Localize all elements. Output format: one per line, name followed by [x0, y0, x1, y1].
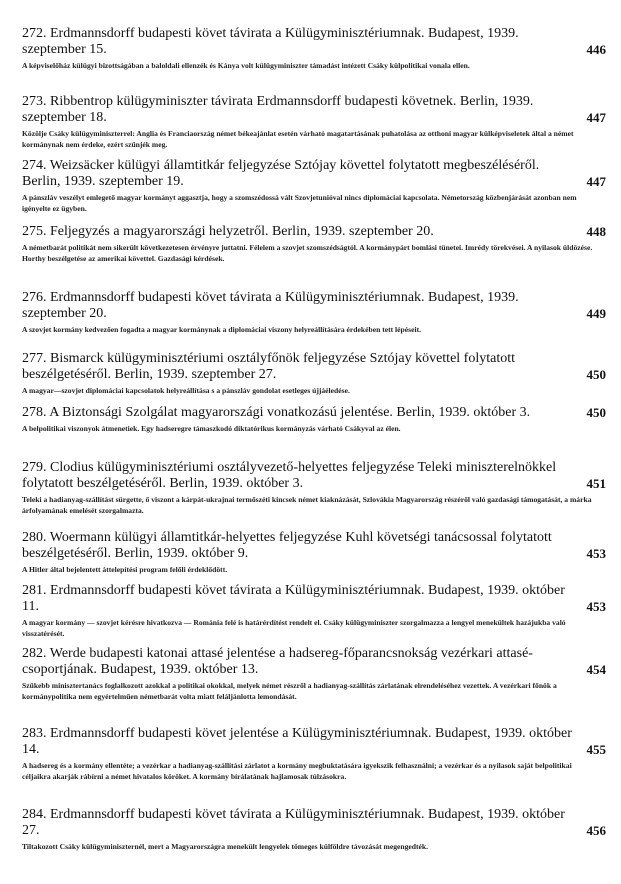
entry-title: 282. Werde budapesti katonai attasé jelentése a hadsereg-főparancsnokság vezérkari attasé-csoportjának. Budapest, 1939. október 13. [22, 646, 533, 677]
entry-title: 276. Erdmannsdorff budapesti követ távirata a Külügyminisztériumnak. Budapest, 1939. szeptember 20. [22, 290, 519, 321]
toc-entry-280 [22, 530, 606, 575]
entry-title: 279. Clodius külügyminisztériumi osztályvezető-helyettes feljegyzése Teleki miniszterelnökkel folytatott beszélgetéséről. Berlin, 1939. október 3. [22, 460, 557, 491]
page-number: 446 [586, 42, 606, 57]
entry-title: 280. Woermann külügyi államtitkár-helyettes feljegyzése Kuhl követségi tanácsossal folytatott beszélgetéséről. Berlin, 1939. október 9. [22, 530, 552, 561]
page-number: 447 [586, 174, 606, 189]
page-number: 454 [586, 662, 606, 677]
page-number: 450 [586, 405, 606, 420]
page-number: 451 [586, 476, 606, 491]
entry-summary: Teleki a hadianyag-szállítást sürgette, ő viszont a kárpát-ukrajnai termőszéti kincsek német kiaknázását, Szlovákia Magyarország részéről való gazdasági támogatását, a márka árfolyamának emelését szorgalmazta. [22, 495, 592, 515]
toc-entry-277 [22, 351, 606, 396]
page-number: 450 [586, 367, 606, 382]
entry-summary: A németbarát politikát nem sikerült következetesen érvényre juttatni. Félelem a szovjet szomszédságtól. A kormánypárt bomlási tünetei. Imrédy törekvései. A nyilasok üldözése. Horthy beszélgetése az amerikai követtel. Gazdasági kérdések. [22, 243, 593, 263]
entry-summary: Szűkebb minisztertanács foglalkozott azokkal a politikai okokkal, melyek német részről a hadianyag-szállítás zárlatának elrendeléséhez vezettek. A vezérkari főnök a kormánypolitika nem egyértelműen németbarát volta miatt feláljánlotta lemondását. [22, 681, 557, 701]
entry-summary: Közölje Csáky külügyminiszterrel: Anglia és Franciaország német békeajánlat esetén várható magatartásának puhatolása az otthoni magyar külképviseletek által a német kormánynak nem érdeke, ezért szűnjék meg. [22, 129, 574, 149]
entry-summary: A pánszláv veszélyt emlegető magyar kormányt aggasztja, hogy a szomszédossá vált Szovjetunióval nincs diplomáciai kapcsolata. Németország közbenjárását azonban nem igényelte ez ügyben. [22, 193, 577, 213]
entry-title: 278. A Biztonsági Szolgálat magyarországi vonatkozású jelentése. Berlin, 1939. október 3. [22, 405, 531, 420]
entry-title: 273. Ribbentrop külügyminiszter távirata Erdmannsdorff budapesti követnek. Berlin, 1939. szeptember 18. [22, 94, 534, 125]
page-number: 447 [586, 110, 606, 125]
page-number: 453 [586, 599, 606, 614]
entry-title: 281. Erdmannsdorff budapesti követ távirata a Külügyminisztériumnak. Budapest, 1939. október 11. [22, 583, 565, 614]
entry-summary: Tiltakozott Csáky külügyminiszternél, mert a Magyarországra menekült lengyelek tömeges külföldre távozását megengedték. [22, 842, 429, 851]
entry-title: 275. Feljegyzés a magyarországi helyzetről. Berlin, 1939. szeptember 20. [22, 224, 434, 239]
entry-title: 277. Bismarck külügyminisztériumi osztályfőnök feljegyzése Sztójay követtel folytatott beszélgetéséről. Berlin, 1939. szeptember 27. [22, 351, 516, 382]
toc-entry-283 [22, 726, 606, 782]
toc-entry-272 [22, 26, 606, 71]
entry-summary: A magyar kormány — szovjet kérésre hivatkozva — Románia felé is határérdítést rendelt el. Csáky külügyminiszter szorgalmazza a lengyel menekültek hazájukba való visszatérését. [22, 618, 566, 638]
entry-title: 284. Erdmannsdorff budapesti követ távirata a Külügyminisztériumnak. Budapest, 1939. október 27. [22, 807, 565, 838]
entry-summary: A Hitler által bejelentett áttelepítési program felőli érdeklődött. [22, 565, 228, 574]
toc-entry-273 [22, 94, 606, 150]
page-number: 448 [586, 224, 606, 239]
page-number: 453 [586, 546, 606, 561]
entry-summary: A magyar—szovjet diplomáciai kapcsolatok helyreállítása s a pánszláv gondolat esetleges újjáéledése. [22, 386, 350, 395]
entry-title: 272. Erdmannsdorff budapesti követ távirata a Külügyminisztériumnak. Budapest, 1939. szeptember 15. [22, 26, 519, 57]
entry-title: 274. Weizsäcker külügyi államtitkár feljegyzése Sztójay követtel folytatott megbeszéléséről. Berlin, 1939. szeptember 19. [22, 158, 540, 189]
toc-entry-279 [22, 460, 606, 516]
toc-entry-274 [22, 158, 606, 214]
toc-entry-278 [22, 405, 606, 434]
page-number: 449 [586, 306, 606, 321]
toc-entry-275 [22, 224, 606, 264]
toc-entry-281 [22, 583, 606, 639]
page-number: 455 [586, 742, 606, 757]
entry-summary: A szovjet kormány kedvezően fogadta a magyar kormánynak a diplomáciai viszony helyreállítására érdekében tett lépéseit. [22, 325, 421, 334]
entry-summary: A hadsereg és a kormány ellentéte; a vezérkar a hadianyag-szállítási zárlatot a kormány megbuktatására igyekszik felhasználni; a vezérkar és a nyilasok saját belpolitikai céljaikra akarják rábírni a német hivatalos köröket. A kormány bírálatának hajlamosak túlzásokra. [22, 761, 572, 781]
toc-entry-284 [22, 807, 606, 852]
page-number: 456 [586, 823, 606, 838]
toc-entry-276 [22, 290, 606, 335]
entry-summary: A képviselőház külügyi bizottságában a baloldali ellenzék és Kánya volt külügyminiszter támadást intézett Csáky külpolitikai vonala ellen. [22, 61, 470, 70]
entry-summary: A belpolitikai viszonyok átmenetiek. Egy hadseregre támaszkodó diktatórikus kormányzás várható Csákyval az élen. [22, 424, 401, 433]
toc-entry-282 [22, 646, 606, 702]
entry-title: 283. Erdmannsdorff budapesti követ jelentése a Külügyminisztériumnak. Budapest, 1939. október 14. [22, 726, 572, 757]
